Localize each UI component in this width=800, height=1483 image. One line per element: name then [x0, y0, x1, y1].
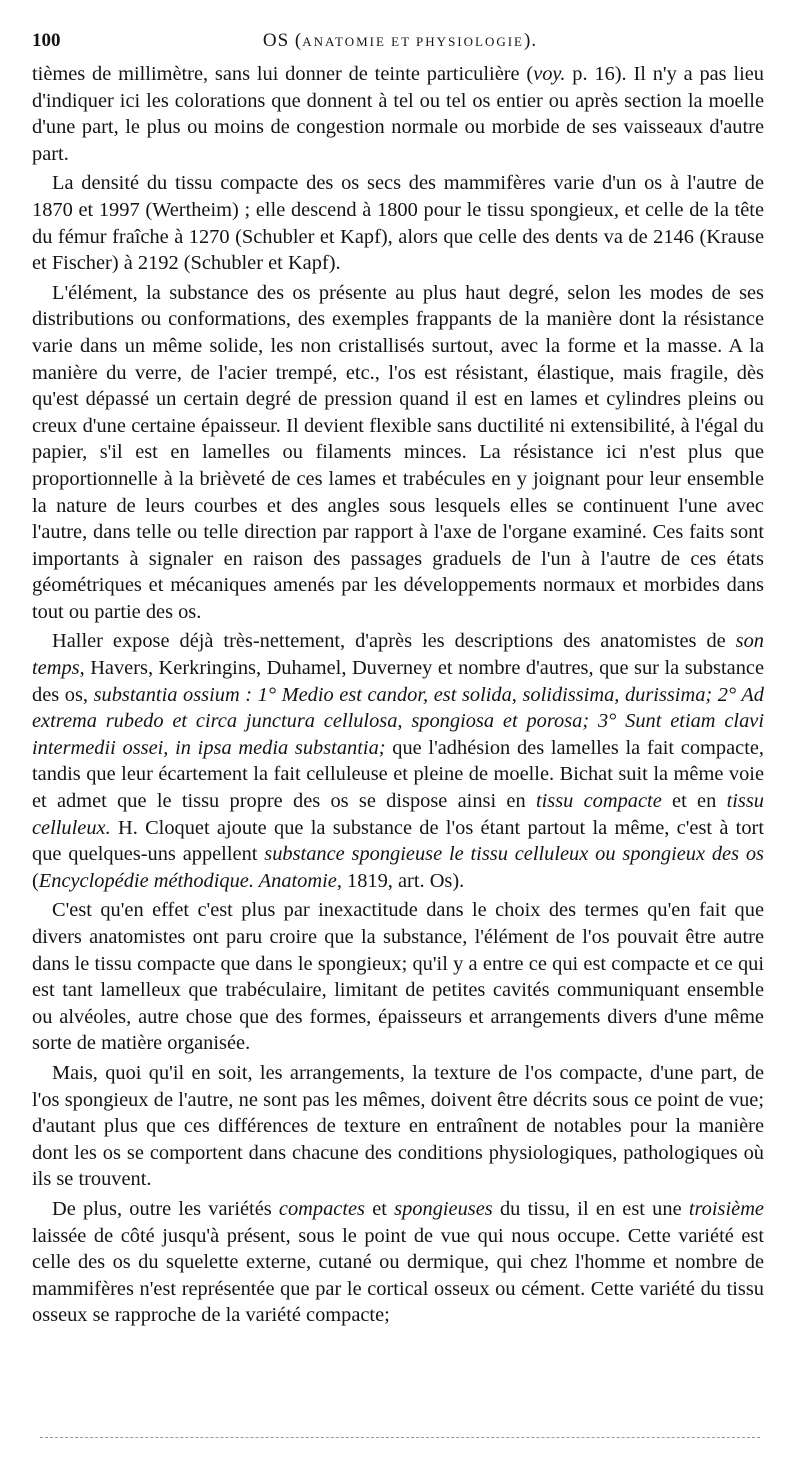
italic-text-run: troisième: [688, 1197, 764, 1220]
text-run: Mais, quoi qu'il en soit, les arrangements, la texture de l'os compacte, d'une part, de l'os spongieux de l'autre, ne sont pas les mêmes, doivent être décrits sous ce point de vue; d'autant plus que ces différences de texture en entraînent de notables pour la manière dont les os se comportent dans chacune des conditions physiologiques, pathologiques où ils se trouvent.: [32, 1061, 764, 1191]
text-run: La densité du tissu compacte des os secs des mammifères varie d'un os à l'autre de 1870 et 1997 (Wertheim) ; elle descend à 1800 pour le tissu spongieux, et celle de la tête du fémur fraîche à 1270 (Schubler et Kapf), alors que celle des dents va de 2146 (Krause et Fischer) à 2192 (Schubler et Kapf).: [32, 172, 764, 275]
italic-text-run: substance spongieuse le tissu celluleux ou spongieux des os: [264, 843, 764, 866]
paragraph: [32, 897, 764, 1057]
text-run: Haller expose déjà très-nettement, d'après les descriptions des anatomistes de: [52, 630, 736, 653]
running-head-end: ).: [524, 30, 538, 51]
text-run: et en: [661, 790, 727, 813]
italic-text-run: substantia ossium : 1° Medio est candor, est solida, solidissima, durissima; 2° Ad extrema rubedo et circa junctura cellulosa, spongiosa et porosa; 3° Sunt etiam clavi intermedii ossei, in ipsa media substantia;: [32, 683, 764, 759]
text-run: laissée de côté jusqu'à présent, sous le point de vue qui nous occupe. Cette variété est celle des os du squelette externe, cutané ou dermique, qui chez l'homme et nombre de mammifères n'est représentée que par le cortical osseux ou cément. Cette variété du tissu osseux se rapproche de la variété compacte;: [32, 1224, 764, 1327]
text-run: et: [365, 1197, 395, 1220]
page-number: 100: [32, 30, 61, 51]
italic-text-run: son temps: [32, 630, 764, 680]
running-head-subtitle: ANATOMIE ET PHYSIOLOGIE: [302, 34, 525, 49]
paragraph: [32, 628, 764, 894]
text-run: H. Cloquet ajoute que la substance de l'os étant partout la même, c'est à tort que quelques-uns appellent: [32, 816, 764, 866]
italic-text-run: compactes: [278, 1197, 365, 1220]
text-run: L'élément, la substance des os présente au plus haut degré, selon les modes de ses distributions ou conformations, des exemples frappants de la manière dont la résistance varie dans un même solide, les non cristallisés surtout, avec la forme et la masse. A la manière du verre, de l'acier trempé, etc., l'os est résistant, élastique, mais fragile, dès qu'est dépassé un certain degré de pression quand il est en lames et cylindres pleins ou creux d'une certaine épaisseur. Il devient flexible sans ductilité ni extensibilité, à l'égal du papier, s'il est en lamelles ou filaments minces. La résistance ici n'est plus que proportionnelle à la brièveté de ces lames et trabécules en y joignant pour leur ensemble la nature de leurs courbes et des angles sous lesquels elles se continuent l'une avec l'autre, dans telle ou telle direction par rapport à l'axe de l'organe examiné. Ces faits sont importants à signaler en raison des passages graduels de l'un à l'autre de ces états géométriques et mécaniques amenés par les développements normaux et morbides dans tout ou partie des os.: [32, 281, 764, 623]
paragraph: [32, 170, 764, 276]
text-run: que l'adhésion des lamelles la fait compacte, tandis que leur écartement la fait celluleuse et pleine de moelle. Bichat suit la même voie et admet que le tissu propre des os se dispose ainsi en: [32, 736, 765, 813]
paragraph: [32, 1060, 764, 1193]
italic-text-run: voy.: [533, 63, 566, 85]
running-head-main: OS (: [262, 30, 303, 51]
text-run: 1819, art. Os).: [341, 869, 465, 892]
text-run: C'est qu'en effet c'est plus par inexactitude dans le choix des termes qu'en fait que divers anatomistes ont paru croire que la substance, l'élément de l'os pouvait être autre dans le tissu compacte que dans le spongieux; qu'il y a entre ce qui est compacte et ce qui est tant lamelleux que trabéculaire, limitant de petites cavités communiquant ensemble ou alvéoles, autre chose que des formes, épaisseurs et arrangements divers d'une même sorte de matière organisée.: [32, 899, 764, 1055]
text-run: tièmes de millimètre, sans lui donner de teinte particulière (: [32, 63, 534, 85]
italic-text-run: tissu celluleux.: [32, 790, 764, 839]
italic-text-run: spongieuses: [394, 1197, 493, 1220]
paragraph: [32, 280, 764, 626]
text-run: du tissu, il en est une: [492, 1197, 689, 1220]
text-run: De plus, outre les variétés: [52, 1197, 279, 1220]
italic-text-run: tissu compacte: [535, 790, 662, 813]
page-header: [30, 30, 770, 56]
text-run: p. 16). Il n'y a pas lieu d'indiquer ici les colorations que donnent à tel ou tel os entier ou après section la moelle d'une part, le plus ou moins de congestion normale ou morbide de ses vaisseaux d'autre part.: [32, 63, 765, 165]
footer-rule: [40, 1437, 760, 1438]
text-run: , Havers, Kerkringins, Duhamel, Duverney et nombre d'autres, que sur la substance des os,: [32, 657, 764, 706]
italic-text-run: Encyclopédie méthodique. Anatomie,: [38, 869, 342, 892]
running-head: [30, 30, 770, 52]
paragraph: [32, 61, 764, 167]
body-text: [32, 61, 764, 1329]
text-run: (: [32, 869, 39, 892]
paragraph: [32, 1196, 764, 1329]
